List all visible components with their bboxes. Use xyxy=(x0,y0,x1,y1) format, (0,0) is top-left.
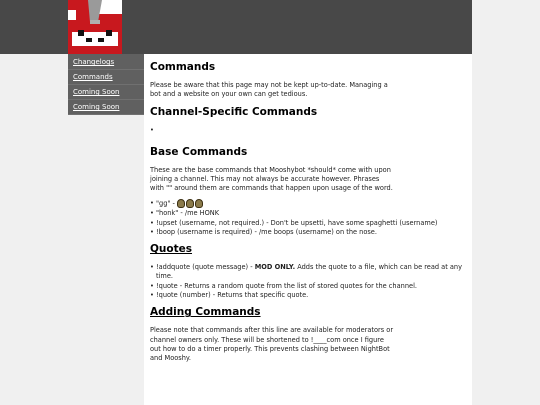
sidebar-item-coming-soon-1[interactable]: Coming Soon xyxy=(68,85,144,100)
list-item: • !quote (number) - Returns that specific quote. xyxy=(150,291,466,300)
addquote-text: !addquote (quote message) - xyxy=(156,263,255,272)
site-header xyxy=(0,0,472,54)
addquote-desc: Adds the quote to a file, which can be read at any time. xyxy=(156,263,463,281)
sidebar-item-changelogs[interactable]: Changelogs xyxy=(68,55,144,70)
channel-specific-heading: Channel-Specific Commands xyxy=(150,105,318,118)
sidebar-item-coming-soon-2[interactable]: Coming Soon xyxy=(68,100,144,115)
gg-command-text: "gg" - xyxy=(156,199,175,208)
quotes-heading: Quotes xyxy=(150,243,193,256)
face-emote-icon xyxy=(195,199,203,208)
list-item: • !quote - Returns a random quote from the list of stored quotes for the channel. xyxy=(150,282,466,291)
list-item: • !boop (username is required) - /me boops (username) on the nose. xyxy=(150,228,466,237)
intro-text: Please be aware that this page may not be kept up-to-date. Managing a bot and a website on your own can get tedious. xyxy=(150,81,388,99)
mod-only-label: MOD ONLY. xyxy=(254,263,296,272)
cow-logo xyxy=(68,0,122,54)
list-item xyxy=(150,126,466,140)
face-emote-icon xyxy=(177,199,185,208)
channel-specific-list xyxy=(150,126,466,140)
sidebar-item-commands[interactable]: Commands xyxy=(68,70,144,85)
base-commands-text: These are the base commands that Mooshybot *should* come with upon joining a channel. This may not always be accurate however. Phrases with "" around them are commands that happen upon usage of the word. xyxy=(150,165,393,193)
list-item: • !upset (username, not required.) - Don't be upsetti, have some spaghetti (username) xyxy=(150,219,466,228)
base-commands-heading: Base Commands xyxy=(150,145,248,158)
main-content xyxy=(144,54,472,405)
list-item: • "honk" - /me HONK xyxy=(150,209,466,218)
emote-group xyxy=(177,199,203,208)
page-title: Commands xyxy=(150,61,216,73)
list-item xyxy=(150,199,466,209)
adding-commands-text: Please note that commands after this line are available for moderators or channel owners only. These will be shortened to !____com once I figure out how to do a timer properly. This prevents clashing between NightBot and Mooshy. xyxy=(150,326,394,363)
list-item xyxy=(150,263,466,282)
sidebar-nav xyxy=(68,54,144,115)
face-emote-icon xyxy=(186,199,194,208)
base-commands-list xyxy=(150,199,466,237)
adding-commands-heading: Adding Commands xyxy=(150,306,261,319)
quotes-list xyxy=(150,263,466,300)
